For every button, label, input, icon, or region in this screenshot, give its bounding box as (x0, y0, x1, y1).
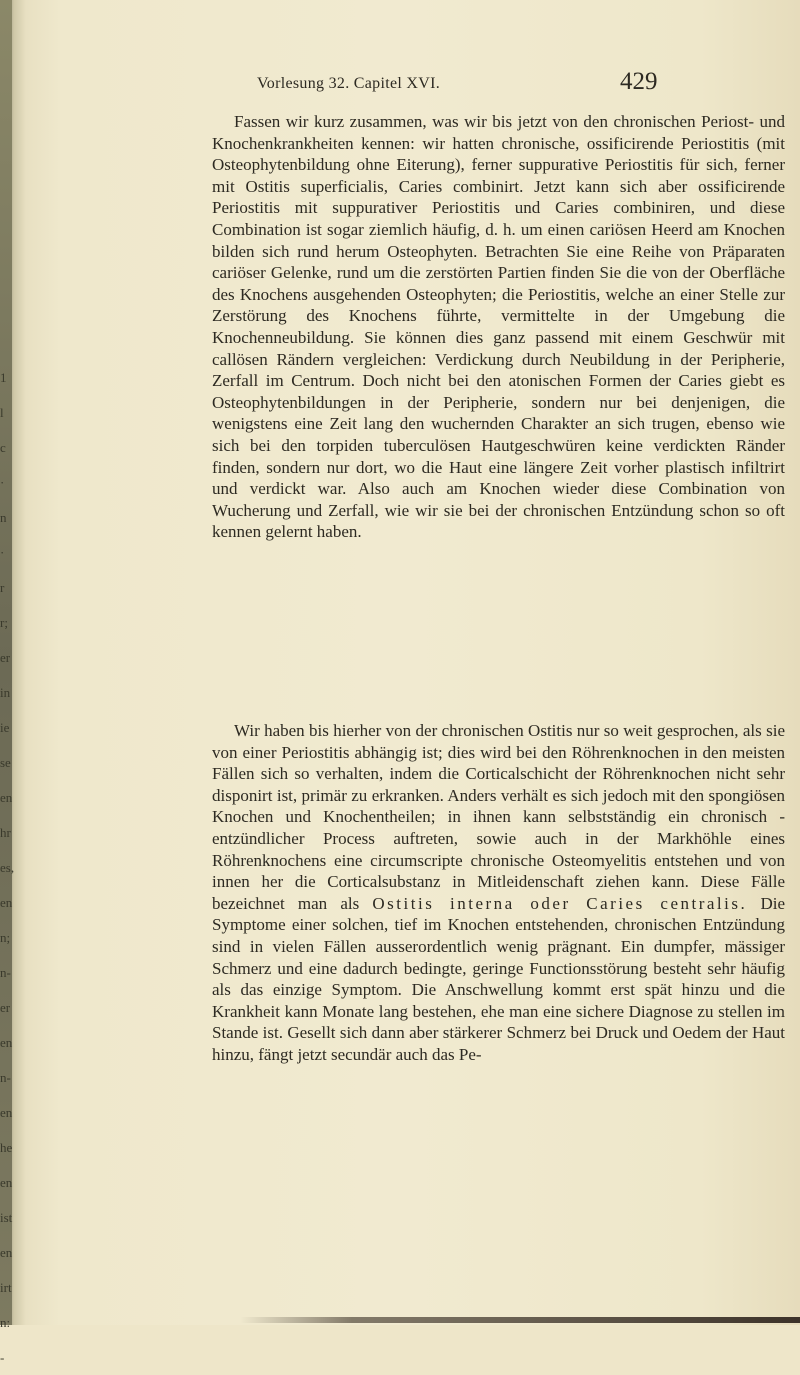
bottom-page-shadow (240, 1317, 800, 1323)
margin-fragment: es, (0, 860, 15, 875)
margin-fragment: en (0, 1245, 13, 1260)
spaced-term: Ostitis interna oder Caries centralis. (372, 893, 748, 913)
margin-fragment: · (0, 545, 5, 560)
margin-fragment: en (0, 1175, 13, 1190)
page-number: 429 (620, 68, 658, 95)
margin-fragment: ie (0, 720, 10, 735)
margin-fragment: en (0, 1035, 13, 1050)
margin-fragment: n (0, 510, 7, 525)
margin-fragment: n- (0, 965, 11, 980)
margin-fragment: c (0, 440, 6, 455)
paragraph-2-after: Die Symptome einer solchen, tief im Knochen entstehenden, chronischen Entzündung sind in vielen Fällen ausserordentlich wenig prägnant. Ein dumpfer, mässiger Schmerz und eine dadurch bedingte, geringe Functionsstörung besteht sehr häufig als das einzige Symptom. Die Anschwellung kommt erst spät hinzu und die Krankheit kann Monate lang bestehen, ehe man eine sichere Diagnose zu stellen im Stande ist. Gesellt sich dann aber stärkerer Schmerz bei Druck und Oedem der Haut hinzu, fängt jetzt secundär auch das Pe- (212, 893, 785, 1064)
paragraph-2-text (212, 720, 785, 1066)
margin-fragment: se (0, 755, 11, 770)
margin-fragment: 1 (0, 370, 7, 385)
running-title: Vorlesung 32. Capitel XVI. (257, 75, 441, 92)
margin-fragment: he (0, 1140, 13, 1155)
margin-fragment: n: (0, 1315, 11, 1330)
margin-fragment: er (0, 1000, 11, 1015)
margin-fragment: ist (0, 1210, 13, 1225)
margin-fragment: r; (0, 615, 8, 630)
margin-fragment: in (0, 685, 11, 700)
margin-fragment: - (0, 1350, 5, 1365)
margin-fragment: en (0, 1105, 13, 1120)
margin-fragment: n; (0, 930, 11, 945)
page-header (0, 68, 800, 102)
margin-fragment: en (0, 895, 13, 910)
margin-fragment: l (0, 405, 4, 420)
paragraph-2 (212, 720, 785, 1066)
margin-fragment: en (0, 790, 13, 805)
margin-fragment: r (0, 580, 5, 595)
margin-fragment: n- (0, 1070, 11, 1085)
margin-fragment: hr (0, 825, 11, 840)
paragraph-1-text: Fassen wir kurz zusammen, was wir bis jetzt von den chronischen Periost- und Knochenkrankheiten kennen: wir hatten chronische, ossificirende Periostitis (mit Osteophytenbildung ohne Eiterung), ferner suppurative Periostitis für sich, ferner mit Ostitis superficialis, Caries combinirt. Jetzt kann sich aber ossificirende Periostitis mit suppurativer Periostitis und Caries combiniren, und diese Combination ist sogar ziemlich häufig, d. h. um einen cariösen Heerd am Knochen bilden sich rund herum Osteophyten. Betrachten Sie eine Reihe von Präparaten cariöser Gelenke, rund um die zerstörten Partien finden Sie die von der Oberfläche des Knochens ausgehenden Osteophyten; die Periostitis, welche an einer Stelle zur Zerstörung des Knochens führte, vermittelte in der Umgebung die Knochenneubildung. Sie können dies ganz passend mit einem Geschwür mit callösen Rändern vergleichen: Verdickung durch Neubildung in der Peripherie, Zerfall im Centrum. Doch nicht bei den atonischen Formen der Caries giebt es Osteophytenbildungen in der Peripherie, sondern nur bei denjenigen, die wenigstens eine Zeit lang den wuchernden Charakter an sich trugen, ebenso wie sich bei den torpiden tuberculösen Hautgeschwüren keine verdickten Ränder finden, sondern nur dort, wo die Haut eine längere Zeit vorher plastisch infiltrirt und verdickt war. Also auch am Knochen wieder diese Combination von Wucherung und Zerfall, wie wir sie bei der chronischen Entzündung schon so oft kennen gelernt haben. (212, 112, 785, 542)
margin-fragment: · (0, 475, 5, 490)
margin-fragment: er (0, 650, 11, 665)
previous-page-margin-fragments (0, 360, 18, 1375)
paragraph-1 (212, 111, 785, 543)
paragraph-2-before: Wir haben bis hierher von der chronischen Ostitis nur so weit gesprochen, als sie von einer Periostitis abhängig ist; dies wird bei den Röhrenknochen in den meisten Fällen sich so verhalten, indem die Corticalschicht der Röhrenknochen nicht sehr disponirt ist, primär zu erkranken. Anders verhält es sich jedoch mit den spongiösen Knochen und Knochentheilen; in ihnen kann selbstständig ein chronisch - entzündlicher Process auftreten, sowie auch in der Markhöhle eines Röhrenknochens eine circumscripte chronische Osteomyelitis entstehen und von innen her die Corticalsubstanz in Mitleidenschaft ziehen kann. Diese Fälle bezeichnet man als (212, 721, 785, 913)
margin-fragment: irt (0, 1280, 12, 1295)
